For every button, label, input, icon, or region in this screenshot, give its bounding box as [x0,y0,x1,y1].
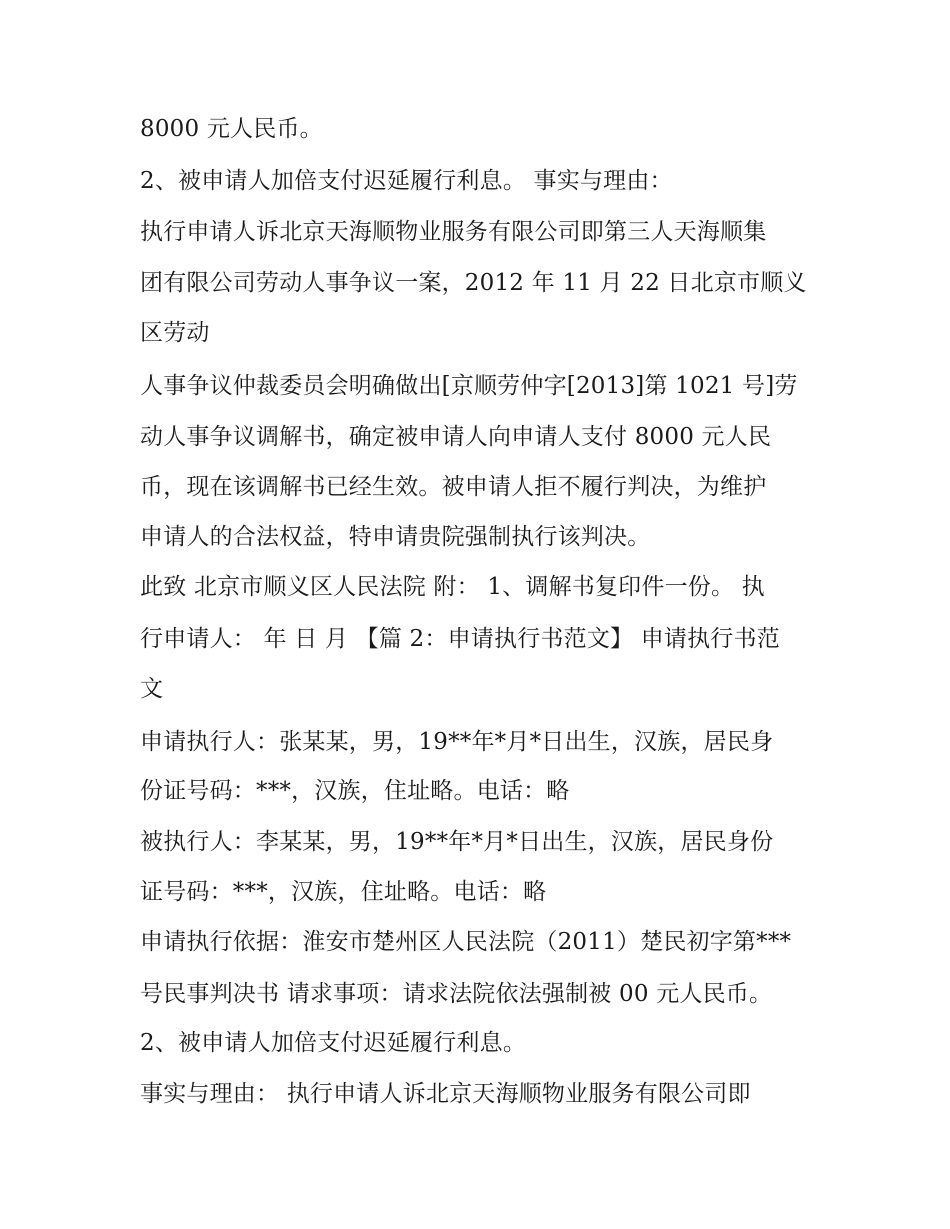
text-line-2: 2、被申请人加倍支付迟延履行利息。 事实与理由： [140,168,673,194]
text-line-19: 2、被申请人加倍支付迟延履行利息。 [140,1030,527,1056]
text-line-4: 团有限公司劳动人事争议一案，2012 年 11 月 22 日北京市顺义 [140,270,807,296]
text-line-1: 8000 元人民币。 [140,116,323,142]
text-line-7: 动人事争议调解书，确定被申请人向申请人支付 8000 元人民 [140,424,772,450]
text-line-11: 行申请人： 年 日 月 【篇 2：申请执行书范文】 申请执行书范 [140,626,780,652]
text-line-10: 此致 北京市顺义区人民法院 附： 1、调解书复印件一份。 执 [140,574,765,600]
text-line-20: 事实与理由： 执行申请人诉北京天海顺物业服务有限公司即 [140,1081,751,1107]
text-line-18: 号民事判决书 请求事项：请求法院依法强制被 00 元人民币。 [140,981,773,1007]
text-line-13: 申请执行人：张某某，男，19**年*月*日出生，汉族，居民身 [140,729,774,755]
text-line-5: 区劳动 [140,320,210,346]
text-line-17: 申请执行依据：淮安市楚州区人民法院（2011）楚民初字第*** [140,929,792,955]
text-line-12: 文 [140,676,164,702]
text-line-8: 币，现在该调解书已经生效。被申请人拒不履行判决，为维护 [140,474,767,500]
text-line-14: 份证号码：***，汉族，住址略。电话：略 [140,778,570,804]
text-line-6: 人事争议仲裁委员会明确做出[京顺劳仲字[2013]第 1021 号]劳 [140,373,798,399]
text-line-3: 执行申请人诉北京天海顺物业服务有限公司即第三人天海顺集 [140,219,767,245]
text-line-15: 被执行人：李某某，男，19**年*月*日出生，汉族，居民身份 [140,829,774,855]
text-line-16: 证号码：***，汉族，住址略。电话：略 [140,879,547,905]
text-line-9: 申请人的合法权益，特申请贵院强制执行该判决。 [140,524,651,550]
